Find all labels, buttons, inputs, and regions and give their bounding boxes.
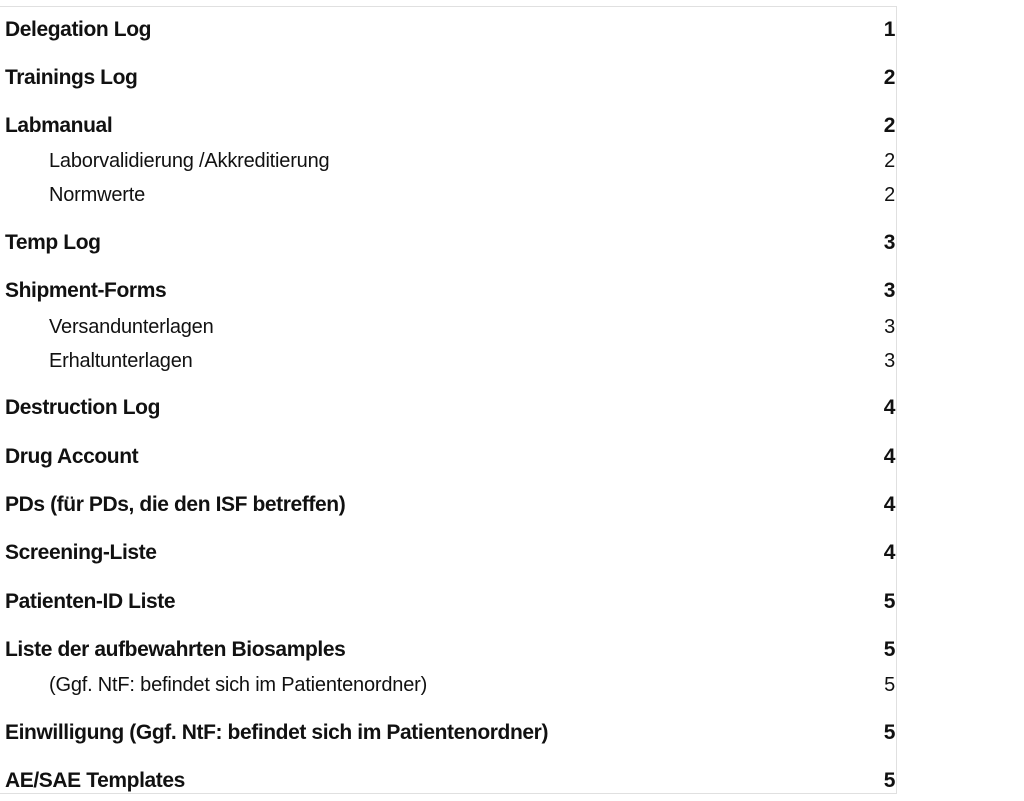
toc-entry-page: 4 xyxy=(883,445,895,468)
toc-entry[interactable] xyxy=(5,718,896,748)
toc-entry-title: AE/SAE Templates xyxy=(5,769,185,792)
toc-entry-page: 2 xyxy=(883,114,895,137)
toc-entry-title: Delegation Log xyxy=(5,18,152,41)
toc-entry-page: 4 xyxy=(883,396,895,419)
toc-entry-page: 1 xyxy=(883,18,895,41)
toc-subentry-title: Erhaltunterlagen xyxy=(49,349,193,372)
toc-entry[interactable] xyxy=(5,63,896,93)
toc-entry[interactable] xyxy=(5,276,896,306)
toc-entry[interactable] xyxy=(5,442,896,472)
toc-subentry[interactable] xyxy=(49,347,896,375)
toc-entry[interactable] xyxy=(5,228,896,258)
toc-subentry-page: 2 xyxy=(884,183,895,206)
toc-entry-title: Temp Log xyxy=(5,231,101,254)
toc-entry-title: Labmanual xyxy=(5,114,113,137)
toc-entry-title: Drug Account xyxy=(5,445,139,468)
table-of-contents xyxy=(0,6,897,794)
toc-entry-page: 5 xyxy=(883,721,895,744)
toc-subentry-page: 2 xyxy=(884,149,895,172)
toc-entry[interactable] xyxy=(5,538,896,568)
toc-entry-title: Liste der aufbewahrten Biosamples xyxy=(5,638,346,661)
toc-entry-page: 3 xyxy=(883,279,895,302)
toc-subentry-page: 3 xyxy=(884,315,895,338)
toc-subentry-title: Laborvalidierung /Akkreditierung xyxy=(49,149,330,172)
toc-entry[interactable] xyxy=(5,766,896,796)
toc-subentry-title: Versandunterlagen xyxy=(49,315,214,338)
toc-entry-title: Screening-Liste xyxy=(5,541,157,564)
toc-subentry[interactable] xyxy=(49,313,896,341)
toc-subentry[interactable] xyxy=(49,671,896,699)
toc-entry-title: Trainings Log xyxy=(5,66,138,89)
toc-entry[interactable] xyxy=(5,111,896,141)
toc-entry-title: Einwilligung (Ggf. NtF: befindet sich im Patientenordner) xyxy=(5,721,549,744)
toc-entry-page: 5 xyxy=(883,638,895,661)
toc-subentry-page: 3 xyxy=(884,349,895,372)
toc-subentry-title: Normwerte xyxy=(49,183,145,206)
toc-entry-title: Destruction Log xyxy=(5,396,160,419)
toc-entry[interactable] xyxy=(5,393,896,423)
toc-entry-page: 2 xyxy=(883,66,895,89)
toc-entry-page: 5 xyxy=(883,769,895,792)
toc-entry-title: Patienten-ID Liste xyxy=(5,590,176,613)
toc-entry[interactable] xyxy=(5,15,896,45)
toc-entry-page: 4 xyxy=(883,541,895,564)
toc-subentry-page: 5 xyxy=(884,673,895,696)
toc-entry-title: Shipment-Forms xyxy=(5,279,167,302)
toc-subentry[interactable] xyxy=(49,147,896,175)
toc-entry-title: PDs (für PDs, die den ISF betreffen) xyxy=(5,493,346,516)
toc-entry-page: 4 xyxy=(883,493,895,516)
toc-entry[interactable] xyxy=(5,587,896,617)
toc-subentry-title: (Ggf. NtF: befindet sich im Patientenordner) xyxy=(49,673,428,696)
toc-subentry[interactable] xyxy=(49,181,896,209)
toc-entry-page: 3 xyxy=(883,231,895,254)
toc-entry[interactable] xyxy=(5,635,896,665)
toc-entry-page: 5 xyxy=(883,590,895,613)
toc-entry[interactable] xyxy=(5,490,896,520)
